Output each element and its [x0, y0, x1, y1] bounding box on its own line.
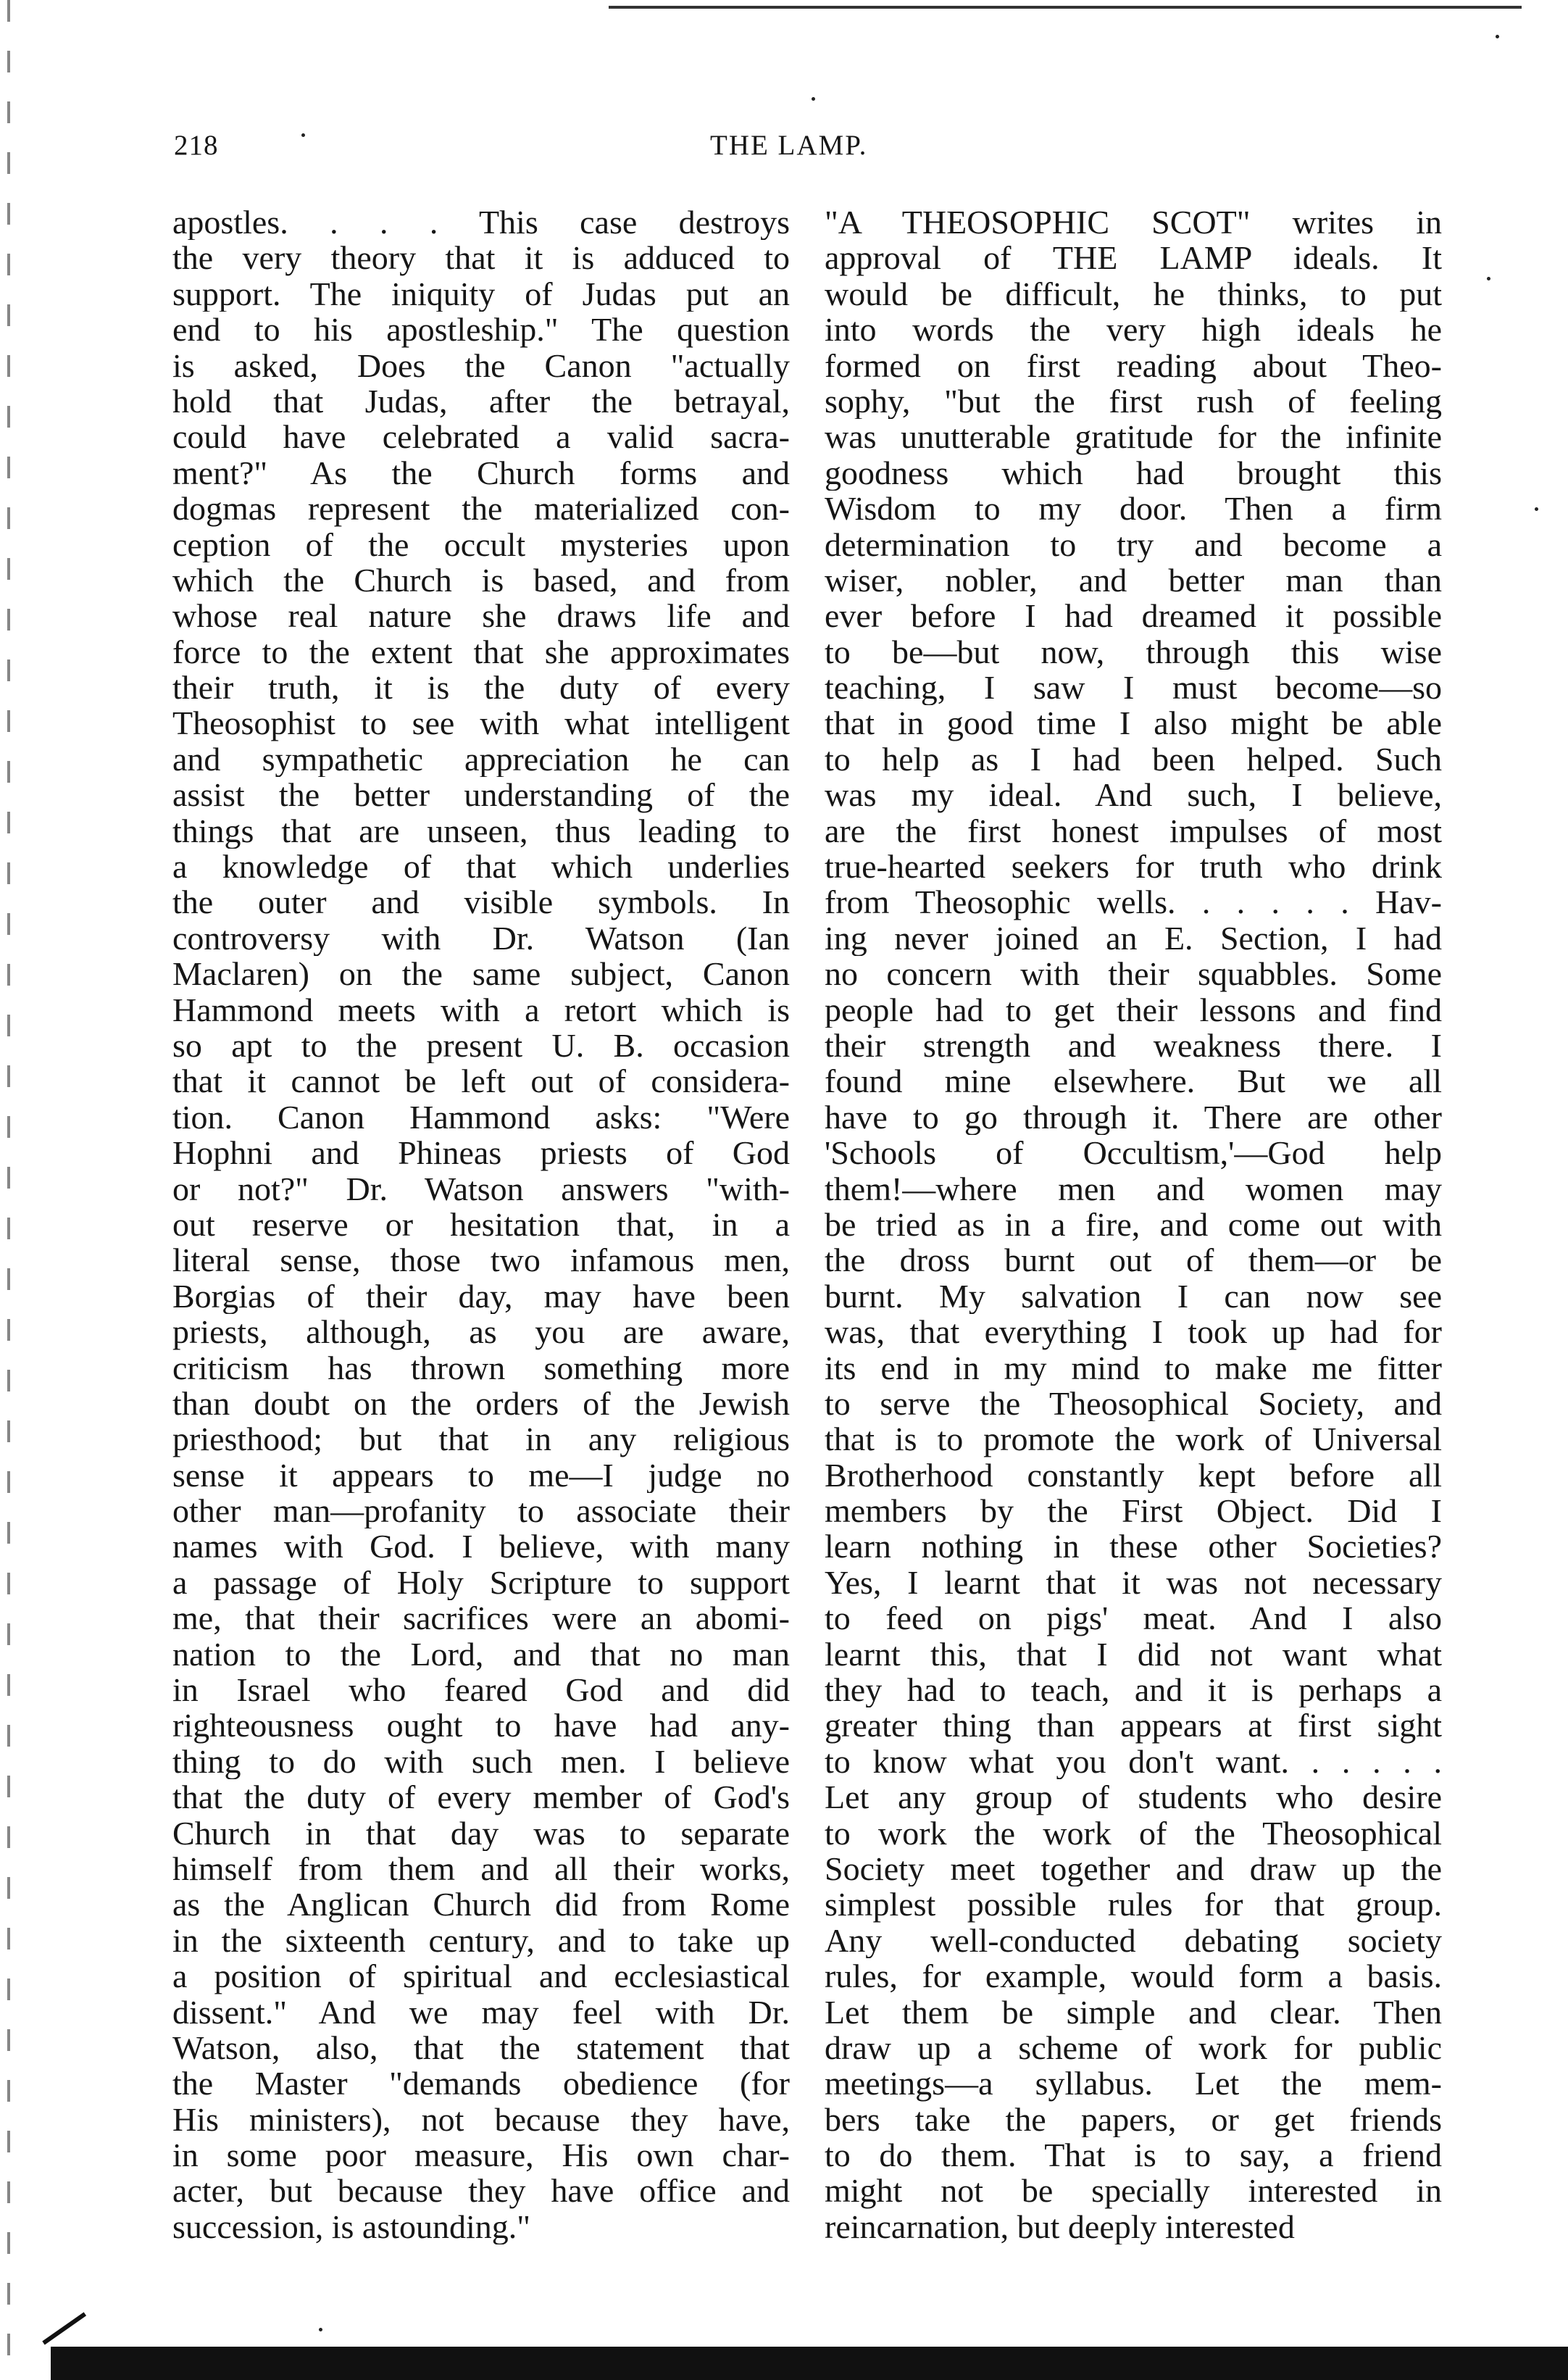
text-line: in the sixteenth century, and to take up	[172, 1922, 790, 1959]
text-line: draw up a scheme of work for public	[825, 2029, 1442, 2066]
text-line: ing never joined an E. Section, I had	[825, 920, 1442, 957]
text-line: Watson, also, that the statement that	[172, 2029, 790, 2066]
text-line: rules, for example, would form a basis.	[825, 1958, 1442, 1994]
text-line: the very theory that it is adduced to	[172, 240, 790, 276]
text-line: that the duty of every member of God's	[172, 1779, 790, 1815]
text-line: that is to promote the work of Universal	[825, 1421, 1442, 1457]
text-line: into words the very high ideals he	[825, 312, 1442, 348]
text-line: ception of the occult mysteries upon	[172, 526, 790, 562]
text-line: its end in my mind to make me fitter	[825, 1349, 1442, 1386]
page-edge-mark	[42, 2312, 86, 2344]
ink-speck	[1535, 507, 1538, 511]
text-line: things that are unseen, thus leading to	[172, 812, 790, 849]
text-line: dogmas represent the materialized con-	[172, 491, 790, 527]
text-line: their truth, it is the duty of every	[172, 670, 790, 706]
binding-edge	[7, 0, 10, 2380]
text-line: hold that Judas, after the betrayal,	[172, 383, 790, 420]
text-line: formed on first reading about Theo-	[825, 347, 1442, 383]
text-line: to do them. That is to say, a friend	[825, 2137, 1442, 2173]
bottom-scan-border	[51, 2347, 1568, 2380]
text-line: to feed on pigs' meat. And I also	[825, 1600, 1442, 1636]
text-line: to work the work of the Theosophical	[825, 1815, 1442, 1851]
text-line: Theosophist to see with what intelligent	[172, 705, 790, 741]
text-line: meetings—a syllabus. Let the mem-	[825, 2065, 1442, 2102]
text-line: righteousness ought to have had any-	[172, 1707, 790, 1744]
text-line: their strength and weakness there. I	[825, 1027, 1442, 1064]
text-line: the Master "demands obedience (for	[172, 2065, 790, 2102]
text-line: learnt this, that I did not want what	[825, 1636, 1442, 1673]
text-line: teaching, I saw I must become—so	[825, 670, 1442, 706]
text-line: literal sense, those two infamous men,	[172, 1242, 790, 1278]
text-line: are the first honest impulses of most	[825, 812, 1442, 849]
text-line: thing to do with such men. I believe	[172, 1743, 790, 1780]
text-line: Hophni and Phineas priests of God	[172, 1135, 790, 1171]
text-line: have to go through it. There are other	[825, 1099, 1442, 1136]
text-line: Any well-conducted debating society	[825, 1922, 1442, 1959]
text-line: as the Anglican Church did from Rome	[172, 1886, 790, 1923]
text-line: other man—profanity to associate their	[172, 1493, 790, 1529]
running-title: THE LAMP.	[710, 130, 868, 161]
text-line: which the Church is based, and from	[172, 562, 790, 599]
text-line: apostles. . . . This case destroys	[172, 204, 790, 241]
text-line: sophy, "but the first rush of feeling	[825, 383, 1442, 420]
text-line: himself from them and all their works,	[172, 1850, 790, 1887]
text-line: assist the better understanding of the	[172, 777, 790, 813]
text-line: and sympathetic appreciation he can	[172, 741, 790, 778]
text-line: His ministers), not because they have,	[172, 2101, 790, 2138]
page-header	[174, 129, 1464, 172]
ink-speck	[1487, 277, 1490, 280]
text-line: be tried as in a fire, and come out with	[825, 1206, 1442, 1243]
text-line: from Theosophic wells. . . . . . Hav-	[825, 884, 1442, 920]
text-line: Borgias of their day, may have been	[172, 1278, 790, 1315]
text-line: Society meet together and draw up the	[825, 1850, 1442, 1887]
text-line: greater thing than appears at first sight	[825, 1707, 1442, 1744]
text-line: a passage of Holy Scripture to support	[172, 1564, 790, 1601]
text-line: Let any group of students who desire	[825, 1779, 1442, 1815]
text-line: to know what you don't want. . . . . .	[825, 1743, 1442, 1780]
text-line: them!—where men and women may	[825, 1170, 1442, 1207]
text-line: approval of THE LAMP ideals. It	[825, 240, 1442, 276]
text-line: that it cannot be left out of considera-	[172, 1063, 790, 1099]
text-line: Hammond meets with a retort which is	[172, 991, 790, 1028]
text-line: was my ideal. And such, I believe,	[825, 777, 1442, 813]
text-line: me, that their sacrifices were an abomi-	[172, 1600, 790, 1636]
text-line: would be difficult, he thinks, to put	[825, 275, 1442, 312]
text-line: wiser, nobler, and better man than	[825, 562, 1442, 599]
text-line: priesthood; but that in any religious	[172, 1421, 790, 1457]
text-line: tion. Canon Hammond asks: "Were	[172, 1099, 790, 1136]
page-number: 218	[174, 130, 219, 161]
text-line: names with God. I believe, with many	[172, 1528, 790, 1565]
ink-speck	[1496, 35, 1499, 38]
text-line: than doubt on the orders of the Jewish	[172, 1385, 790, 1422]
ink-speck	[319, 2328, 322, 2331]
text-line: in some poor measure, His own char-	[172, 2137, 790, 2173]
text-line: ever before I had dreamed it possible	[825, 598, 1442, 634]
text-line: is asked, Does the Canon "actually	[172, 347, 790, 383]
ink-speck	[301, 133, 305, 137]
text-line: true-hearted seekers for truth who drink	[825, 849, 1442, 885]
text-line: goodness which had brought this	[825, 454, 1442, 491]
text-line: the outer and visible symbols. In	[172, 884, 790, 920]
text-line: was, that everything I took up had for	[825, 1314, 1442, 1350]
text-line: or not?" Dr. Watson answers "with-	[172, 1170, 790, 1207]
text-line: dissent." And we may feel with Dr.	[172, 1994, 790, 2030]
text-line: Let them be simple and clear. Then	[825, 1994, 1442, 2030]
text-line: priests, although, as you are aware,	[172, 1314, 790, 1350]
text-line: force to the extent that she approximates	[172, 633, 790, 670]
text-line: burnt. My salvation I can now see	[825, 1278, 1442, 1315]
text-line: the dross burnt out of them—or be	[825, 1242, 1442, 1278]
text-line: criticism has thrown something more	[172, 1349, 790, 1386]
text-line: support. The iniquity of Judas put an	[172, 275, 790, 312]
text-line: found mine elsewhere. But we all	[825, 1063, 1442, 1099]
text-line: simplest possible rules for that group.	[825, 1886, 1442, 1923]
text-line: reincarnation, but deeply interested	[825, 2208, 1295, 2245]
text-line: a knowledge of that which underlies	[172, 849, 790, 885]
text-column-left	[172, 204, 790, 2244]
text-line: members by the First Object. Did I	[825, 1493, 1442, 1529]
text-line: Maclaren) on the same subject, Canon	[172, 956, 790, 992]
text-line: no concern with their squabbles. Some	[825, 956, 1442, 992]
text-line: that in good time I also might be able	[825, 705, 1442, 741]
text-line: out reserve or hesitation that, in a	[172, 1206, 790, 1243]
text-line: to help as I had been helped. Such	[825, 741, 1442, 778]
text-line: Brotherhood constantly kept before all	[825, 1457, 1442, 1494]
text-line: whose real nature she draws life and	[172, 598, 790, 634]
text-line: was unutterable gratitude for the infinite	[825, 419, 1442, 455]
text-line: to be—but now, through this wise	[825, 633, 1442, 670]
text-line: ment?" As the Church forms and	[172, 454, 790, 491]
text-line: learn nothing in these other Societies?	[825, 1528, 1442, 1565]
text-line: to serve the Theosophical Society, and	[825, 1385, 1442, 1422]
text-line: acter, but because they have office and	[172, 2173, 790, 2209]
text-line: succession, is astounding."	[172, 2208, 531, 2245]
text-line: so apt to the present U. B. occasion	[172, 1027, 790, 1064]
top-rule	[609, 6, 1522, 9]
text-line: bers take the papers, or get friends	[825, 2101, 1442, 2138]
text-line: might not be specially interested in	[825, 2173, 1442, 2209]
text-line: sense it appears to me—I judge no	[172, 1457, 790, 1494]
text-line: a position of spiritual and ecclesiastical	[172, 1958, 790, 1994]
text-line: people had to get their lessons and find	[825, 991, 1442, 1028]
text-line: Yes, I learnt that it was not necessary	[825, 1564, 1442, 1601]
text-line: Wisdom to my door. Then a firm	[825, 491, 1442, 527]
text-line: "A THEOSOPHIC SCOT" writes in	[825, 204, 1442, 241]
ink-speck	[812, 97, 815, 101]
text-line: 'Schools of Occultism,'—God help	[825, 1135, 1442, 1171]
text-line: Church in that day was to separate	[172, 1815, 790, 1851]
text-line: in Israel who feared God and did	[172, 1672, 790, 1708]
text-line: could have celebrated a valid sacra-	[172, 419, 790, 455]
text-line: nation to the Lord, and that no man	[172, 1636, 790, 1673]
text-line: end to his apostleship." The question	[172, 312, 790, 348]
text-line: determination to try and become a	[825, 526, 1442, 562]
text-line: they had to teach, and it is perhaps a	[825, 1672, 1442, 1708]
text-line: controversy with Dr. Watson (Ian	[172, 920, 790, 957]
text-column-right	[825, 204, 1442, 2244]
